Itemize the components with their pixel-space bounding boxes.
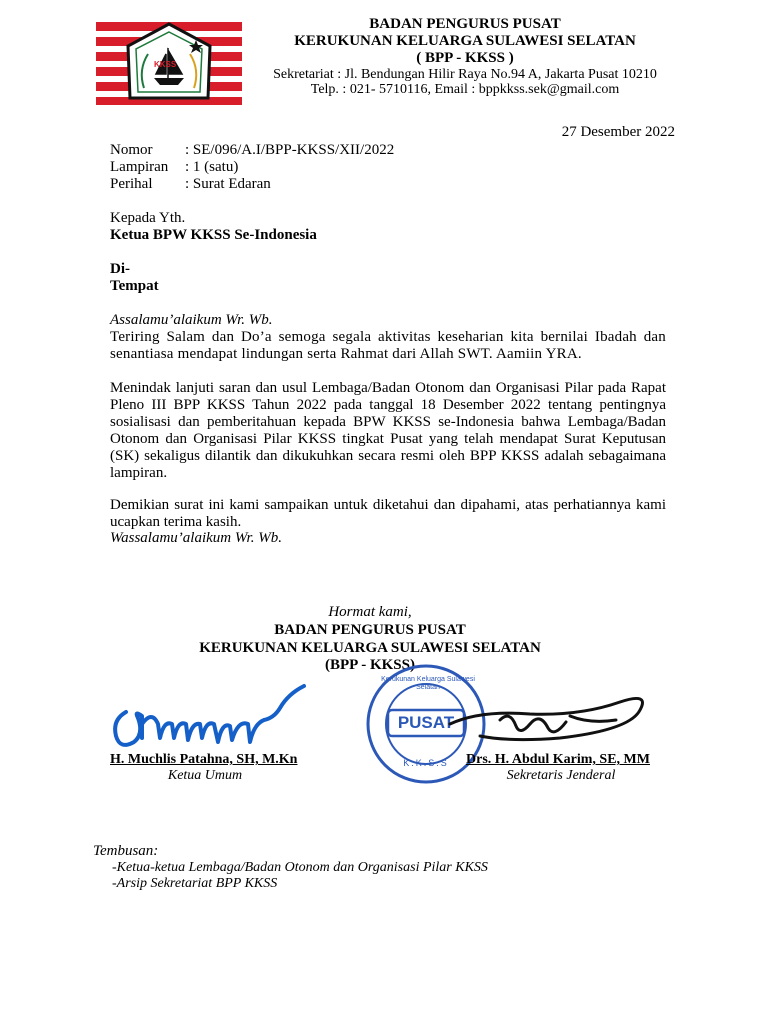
paragraph-3 [110,497,666,531]
signature-ketua [108,680,308,760]
logo-text: KKSS [154,60,177,69]
org-line-1: BADAN PENGURUS PUSAT [369,16,561,32]
letter-date: 27 Desember 2022 [561,124,675,140]
nomor-value: : SE/096/A.I/BPP-KKSS/XII/2022 [185,142,395,158]
tembusan-label: Tembusan: [93,843,159,859]
org-line-3: ( BPP - KKSS ) [416,50,514,66]
ref-perihal [110,176,271,193]
stamp-center-text: PUSAT [397,713,455,732]
signature-sekjen [440,680,660,760]
paragraph-2 [110,380,666,482]
ref-nomor [110,142,394,159]
closing-org-2: KERUKUNAN KELUARGA SULAWESI SELATAN [199,640,541,656]
lampiran-label: Lampiran [110,159,169,175]
address-line: Sekretariat : Jl. Bendungan Hilir Raya No.94 A, Jakarta Pusat 10210 [273,67,657,82]
closing-org-1: BADAN PENGURUS PUSAT [274,622,466,638]
signatory-1-role: Ketua Umum [167,768,243,783]
tembusan-item-1: -Ketua-ketua Lembaga/Badan Otonom dan Organisasi Pilar KKSS [112,860,488,875]
signatory-2-name: Drs. H. Abdul Karim, SE, MM [466,752,650,767]
paragraph-2-text: Menindak lanjuti saran dan usul Lembaga/Badan Otonom dan Organisasi Pilar pada Rapat Pleno III BPP KKSS Tahun 2022 pada tanggal 18 Desember 2022 tentang pentingnya sosialisasi dan pemberitahuan kepada BPW KKSS se-Indonesia bahwa Lembaga/Badan Otonom dan Organisasi Pilar KKSS tingkat Pusat yang telah mendapat Surat Keputusan (SK) sekaligus dilantik dan dikukuhkan secara resmi oleh BPP KKSS adalah sebagaimana lampiran. [110,380,666,481]
paragraph-3-text: Demikian surat ini kami sampaikan untuk diketahui dan dipahami, atas perhatiannya kami ucapkan terima kasih. [110,497,666,530]
stamp-bottom-text: K.K.S.S [403,758,449,768]
perihal-value: : Surat Edaran [185,176,271,192]
perihal-label: Perihal [110,176,153,192]
salam-open: Assalamu’alaikum Wr. Wb. [110,312,273,328]
lampiran-value: : 1 (satu) [185,159,239,175]
stamp-ring-text: Kerukunan Keluarga Sulawesi Selatan [381,676,475,691]
kepada-yth: Kepada Yth. [110,210,186,226]
recipient-di: Di- [110,261,130,277]
signatory-1-name: H. Muchlis Patahna, SH, M.Kn [110,752,298,767]
paragraph-1-text: Teriring Salam dan Do’a semoga segala aktivitas keseharian kita bernilai Ibadah dan senantiasa mendapat lindungan serta Rahmat dari Allah SWT. Aamiin YRA. [110,329,666,362]
salam-close: Wassalamu’alaikum Wr. Wb. [110,530,282,546]
hormat-kami: Hormat kami, [328,604,412,620]
ref-lampiran [110,159,238,176]
paragraph-1 [110,329,666,363]
closing-org-3: (BPP - KKSS) [324,657,415,673]
recipient-name: Ketua BPW KKSS Se-Indonesia [110,227,317,243]
contact-line: Telp. : 021- 5710116, Email : bppkkss.sek@gmail.com [310,82,620,97]
nomor-label: Nomor [110,142,153,158]
recipient-tempat: Tempat [110,278,159,294]
tembusan-item-2: -Arsip Sekretariat BPP KKSS [112,876,278,891]
signatory-2-role: Sekretaris Jenderal [506,768,616,783]
org-line-2: KERUKUNAN KELUARGA SULAWESI SELATAN [294,33,636,49]
